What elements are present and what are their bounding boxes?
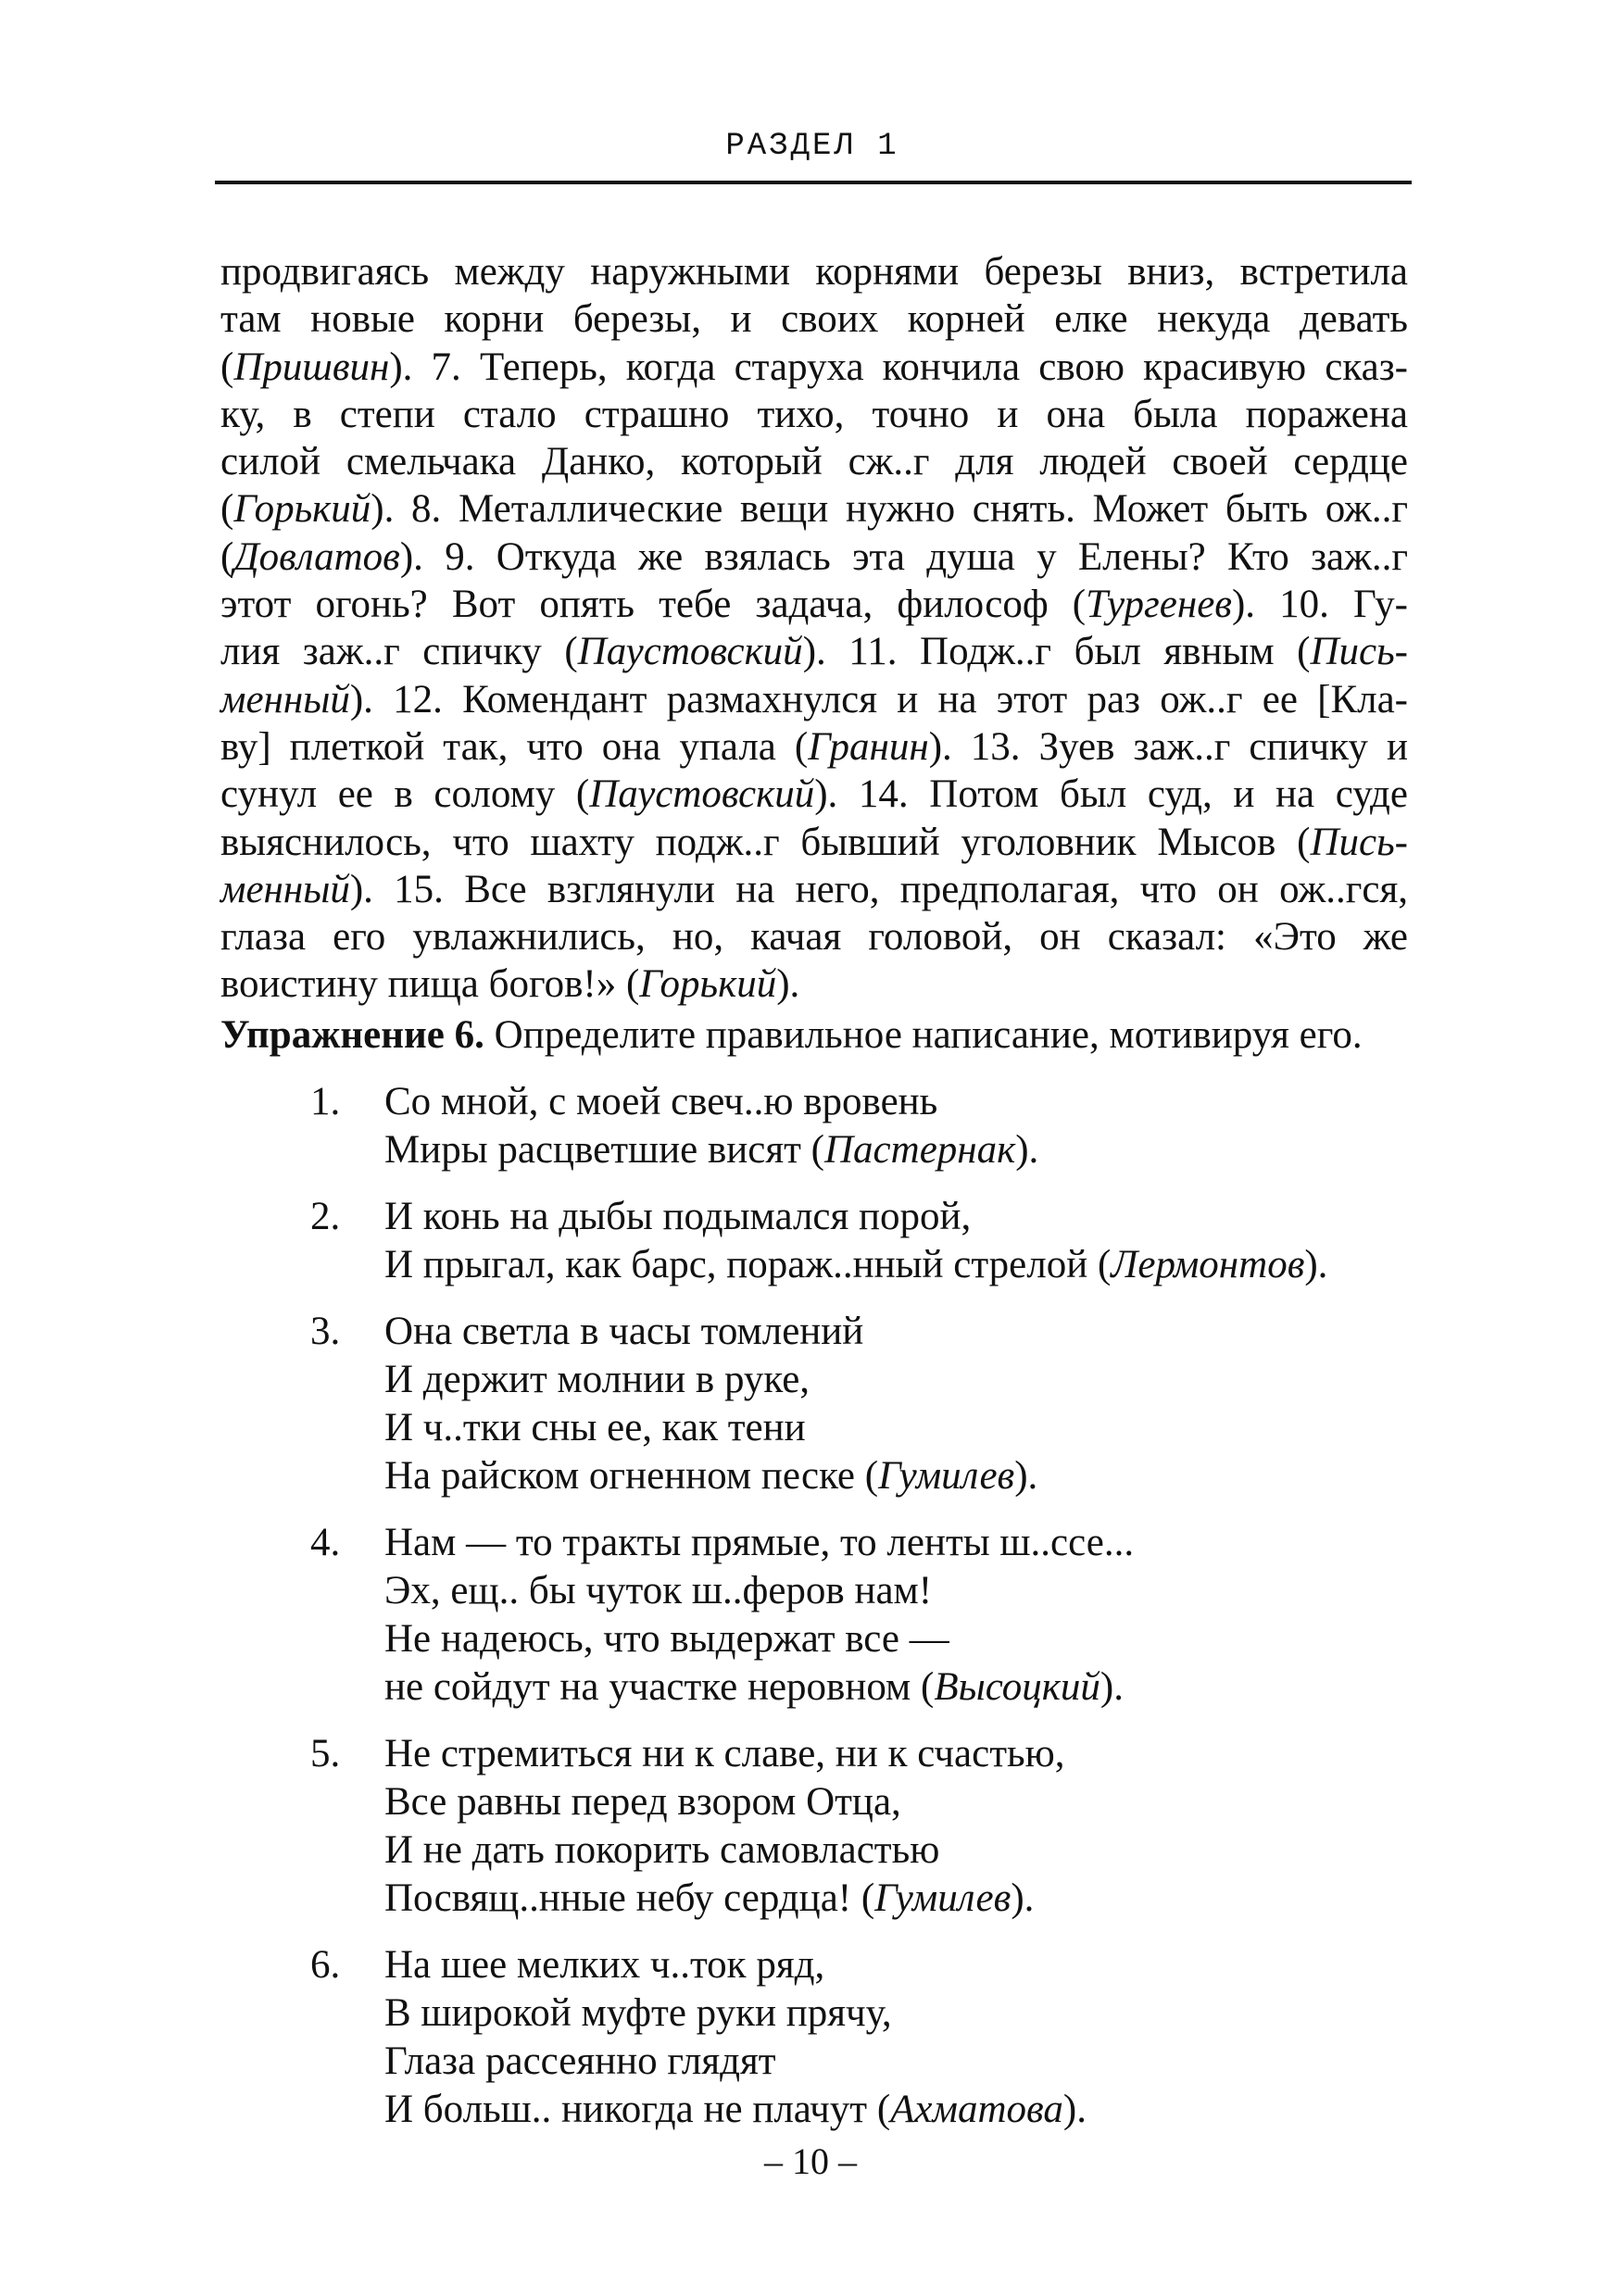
author-name: Пришвин bbox=[233, 345, 390, 389]
paragraph-line bbox=[220, 676, 1408, 723]
text-run: сунул ее в солому ( bbox=[220, 772, 590, 817]
author-name: менный bbox=[220, 677, 350, 721]
poem-line bbox=[384, 1875, 1422, 1923]
author-name: менный bbox=[220, 867, 350, 911]
body-paragraph bbox=[220, 248, 1408, 1009]
paragraph-line bbox=[220, 723, 1408, 771]
poem-line bbox=[384, 1308, 1422, 1356]
poem-line bbox=[384, 1778, 1422, 1826]
author-name: Горький bbox=[639, 962, 777, 1007]
author-name: Горький bbox=[233, 487, 371, 532]
text-run: ). bbox=[776, 962, 800, 1007]
paragraph-line bbox=[220, 391, 1408, 438]
text-run: ву] плеткой так, что она упала ( bbox=[220, 724, 809, 769]
text-run: И не дать покорить самовластью bbox=[384, 1828, 940, 1872]
text-run: На шее мелких ч..ток ряд, bbox=[384, 1943, 825, 1987]
text-run: Миры расцветшие висят ( bbox=[384, 1128, 824, 1172]
poem-number: 2. bbox=[310, 1195, 341, 1238]
text-run: Посвящ..нные небу сердца! ( bbox=[384, 1876, 875, 1920]
author-name: Пись- bbox=[1310, 820, 1408, 864]
text-run: этот огонь? Вот опять тебе задача, философ ( bbox=[220, 583, 1087, 627]
poem-number: 4. bbox=[310, 1521, 341, 1564]
text-run: ). bbox=[1011, 1876, 1035, 1920]
text-run: Не стремиться ни к славе, ни к счастью, bbox=[384, 1732, 1065, 1775]
text-run: там новые корни березы, и своих корней елке некуда девать bbox=[220, 297, 1408, 342]
poem-item bbox=[310, 1941, 1422, 2134]
text-run: Эх, ещ.. бы чуток ш..феров нам! bbox=[384, 1569, 933, 1612]
text-run: И держит молнии в руке, bbox=[384, 1358, 810, 1401]
text-run: ). 7. Теперь, когда старуха кончила свою красивую сказ- bbox=[389, 345, 1408, 389]
paragraph-line bbox=[220, 960, 1408, 1008]
text-run: глаза его увлажнились, но, качая головой, он сказал: «Это же bbox=[220, 915, 1408, 960]
paragraph-line bbox=[220, 771, 1408, 818]
poem-number: 1. bbox=[310, 1080, 341, 1123]
text-run: ( bbox=[220, 345, 234, 389]
poem-line bbox=[384, 1941, 1422, 1989]
poem-line bbox=[384, 1826, 1422, 1875]
paragraph-line bbox=[220, 485, 1408, 533]
header-rule bbox=[215, 181, 1412, 184]
text-run: Нам — то тракты прямые, то ленты ш..ссе... bbox=[384, 1521, 1135, 1564]
author-name: Пись- bbox=[1310, 630, 1408, 674]
text-run: ). bbox=[1100, 1665, 1124, 1709]
text-run: ). bbox=[1304, 1243, 1328, 1286]
text-run: лия заж..г спичку ( bbox=[220, 630, 578, 674]
paragraph-line bbox=[220, 344, 1408, 391]
text-run: И ч..тки сны ее, как тени bbox=[384, 1406, 806, 1449]
paragraph-line bbox=[220, 248, 1408, 295]
text-run: На райском огненном песке ( bbox=[384, 1454, 879, 1498]
author-name: Пастернак bbox=[824, 1128, 1016, 1172]
author-name: Гумилев bbox=[874, 1876, 1012, 1920]
text-run: выяснилось, что шахту подж..г бывший уголовник Мысов ( bbox=[220, 820, 1311, 864]
author-name: Ахматова bbox=[890, 2088, 1063, 2131]
text-run: ). 9. Откуда же взялась эта душа у Елены? Кто заж..г bbox=[399, 534, 1408, 579]
text-run: ку, в степи стало страшно тихо, точно и она была поражена bbox=[220, 392, 1408, 436]
text-run: Она светла в часы томлений bbox=[384, 1310, 864, 1353]
text-run: Все равны перед взором Отца, bbox=[384, 1780, 901, 1824]
author-name: Высоцкий bbox=[934, 1665, 1100, 1709]
poem-line bbox=[384, 2038, 1422, 2086]
text-run: ). 11. Подж..г был явным ( bbox=[802, 630, 1311, 674]
text-run: ). 13. Зуев заж..г спичку и bbox=[928, 724, 1408, 769]
text-run: продвигаясь между наружными корнями березы вниз, встретила bbox=[220, 250, 1408, 294]
poem-line bbox=[384, 1078, 1422, 1126]
poem-list bbox=[310, 1078, 1422, 2152]
page-number: – 10 – bbox=[764, 2140, 857, 2182]
poem-line bbox=[384, 1663, 1422, 1712]
poem-number: 5. bbox=[310, 1732, 341, 1775]
paragraph-line bbox=[220, 866, 1408, 913]
text-run: И больш.. никогда не плачут ( bbox=[384, 2088, 891, 2131]
text-run: ). 12. Комендант размахнулся и на этот раз ож..г ее [Кла- bbox=[349, 677, 1408, 721]
poem-line bbox=[384, 2086, 1422, 2134]
text-run: ). 10. Гу- bbox=[1231, 583, 1408, 627]
text-run: ). 14. Потом был суд, и на суде bbox=[814, 772, 1408, 817]
text-run: Со мной, с моей свеч..ю вровень bbox=[384, 1080, 938, 1123]
text-run: В широкой муфте руки прячу, bbox=[384, 1991, 892, 2035]
paragraph-line bbox=[220, 533, 1408, 581]
poem-item bbox=[310, 1078, 1422, 1174]
poem-line bbox=[384, 1567, 1422, 1615]
author-name: Гранин bbox=[808, 724, 929, 769]
author-name: Паустовский bbox=[577, 630, 803, 674]
running-header: РАЗДЕЛ 1 bbox=[725, 129, 899, 164]
poem-line bbox=[384, 1404, 1422, 1452]
author-name: Гумилев bbox=[878, 1454, 1015, 1498]
text-run: ( bbox=[220, 487, 234, 532]
exercise-heading bbox=[220, 1011, 1415, 1060]
poem-line bbox=[384, 1126, 1422, 1174]
author-name: Лермонтов bbox=[1111, 1243, 1305, 1286]
author-name: Тургенев bbox=[1086, 583, 1232, 627]
text-run: ). bbox=[1062, 2088, 1087, 2131]
poem-item bbox=[310, 1193, 1422, 1289]
exercise-label: Упражнение 6. bbox=[220, 1013, 484, 1057]
paragraph-line bbox=[220, 628, 1408, 675]
poem-item bbox=[310, 1730, 1422, 1923]
text-run: воистину пища богов!» ( bbox=[220, 962, 640, 1007]
author-name: Довлатов bbox=[233, 534, 400, 579]
text-run: ). 8. Металлические вещи нужно снять. Может быть ож..г bbox=[371, 487, 1408, 532]
paragraph-line bbox=[220, 438, 1408, 485]
poem-item bbox=[310, 1519, 1422, 1712]
author-name: Паустовский bbox=[589, 772, 815, 817]
poem-line bbox=[384, 1241, 1422, 1289]
poem-item bbox=[310, 1308, 1422, 1500]
text-run: ). bbox=[1014, 1454, 1038, 1498]
paragraph-line bbox=[220, 913, 1408, 960]
poem-number: 6. bbox=[310, 1943, 341, 1987]
poem-number: 3. bbox=[310, 1310, 341, 1353]
poem-line bbox=[384, 1989, 1422, 2038]
poem-line bbox=[384, 1356, 1422, 1404]
exercise-instruction: Определите правильное написание, мотивируя его. bbox=[484, 1013, 1363, 1057]
poem-line bbox=[384, 1730, 1422, 1778]
paragraph-line bbox=[220, 295, 1408, 343]
text-run: ( bbox=[220, 534, 234, 579]
poem-line bbox=[384, 1519, 1422, 1567]
text-run: И прыгал, как барс, пораж..нный стрелой ( bbox=[384, 1243, 1112, 1286]
paragraph-line bbox=[220, 581, 1408, 628]
text-run: силой смельчака Данко, который сж..г для людей своей сердце bbox=[220, 440, 1408, 484]
paragraph-line bbox=[220, 819, 1408, 866]
text-run: Не надеюсь, что выдержат все — bbox=[384, 1617, 949, 1661]
poem-line bbox=[384, 1452, 1422, 1500]
text-run: ). bbox=[1015, 1128, 1039, 1172]
text-run: не сойдут на участке неровном ( bbox=[384, 1665, 935, 1709]
text-run: Глаза рассеянно глядят bbox=[384, 2039, 776, 2083]
poem-line bbox=[384, 1193, 1422, 1241]
text-run: И конь на дыбы подымался порой, bbox=[384, 1195, 972, 1238]
text-run: ). 15. Все взглянули на него, предполагая, что он ож..гся, bbox=[349, 867, 1408, 911]
poem-line bbox=[384, 1615, 1422, 1663]
